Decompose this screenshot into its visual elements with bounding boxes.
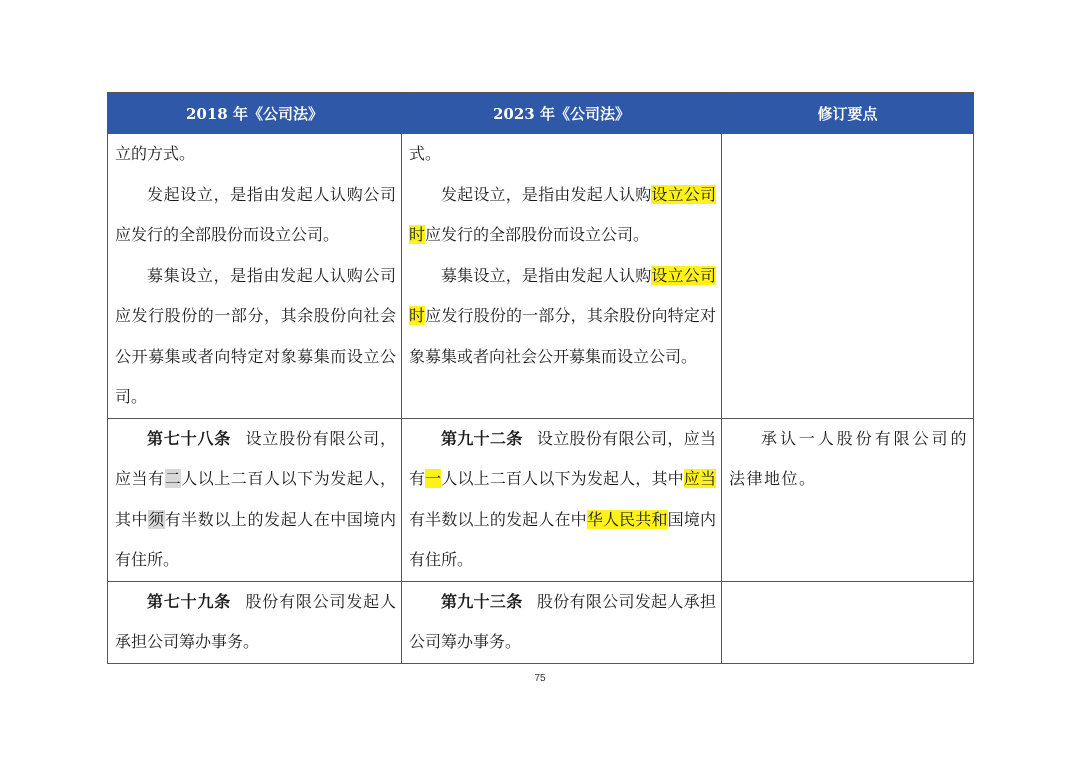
- deleted-text: 须: [148, 509, 165, 529]
- paragraph: 募集设立，是指由发起人认购公司应发行股份的一部分，其余股份向社会公开募集或者向特定对象募集而设立公司。: [115, 265, 396, 406]
- text-run: 应发行的全部股份而设立公司。: [425, 225, 650, 244]
- highlighted-change: 设立公司时: [409, 265, 716, 325]
- article-number: 第七十九条: [147, 591, 232, 611]
- article-number: 第七十八条: [147, 428, 232, 448]
- highlighted-change: 一: [425, 469, 442, 488]
- text-run: 募集设立，是指由发起人认购: [441, 265, 652, 285]
- text-run: 应发行股份的一部分，其余股份向特定对象募集或者向社会公开募集而设立公司。: [409, 306, 716, 366]
- highlighted-change: 应当: [683, 469, 716, 488]
- paragraph: 发起设立，是指由发起人认购公司应发行的全部股份而设立公司。: [115, 184, 396, 244]
- cell-2018-text: [108, 418, 402, 581]
- table-row: [108, 581, 974, 663]
- paragraph: [409, 419, 716, 581]
- cell-2023-text: [402, 134, 722, 419]
- text-run: 设立股份有限公司，应当有: [115, 428, 396, 488]
- revision-note-text: 承认一人股份有限公司的法律地位。: [729, 428, 968, 488]
- header-revision-points: 修订要点: [722, 93, 974, 134]
- cell-revision-note: [722, 418, 974, 581]
- article-number: 第九十三条: [441, 591, 523, 611]
- text-run: 发起设立，是指由发起人认购: [441, 184, 652, 204]
- cell-revision-note: [722, 581, 974, 663]
- text-run: 股份有限公司发起人承担公司筹办事务。: [409, 591, 716, 651]
- cell-revision-note: [722, 134, 974, 419]
- article-number: 第九十二条: [441, 428, 523, 448]
- deleted-text: 二: [164, 469, 182, 488]
- paragraph: [409, 256, 716, 378]
- page-number: 75: [534, 673, 546, 684]
- paragraph: [409, 175, 716, 256]
- text-run: 人以上二百人以下为发起人，其中: [441, 469, 684, 488]
- text-run: 有半数以上的发起人在中: [409, 509, 587, 529]
- cell-2023-text: [402, 581, 722, 663]
- cell-2023-text: [402, 418, 722, 581]
- paragraph: [115, 582, 396, 663]
- cell-2018-text: [108, 581, 402, 663]
- paragraph: [115, 419, 396, 581]
- table-header-row: [108, 93, 974, 134]
- table-row: [108, 134, 974, 419]
- text-run: 股份有限公司发起人承担公司筹办事务。: [115, 591, 396, 651]
- text-run: 人以上二百人以下为发起人，其中: [115, 469, 396, 529]
- paragraph: [409, 582, 716, 663]
- cell-2018-text: [108, 134, 402, 419]
- comparison-table: [107, 92, 974, 664]
- text-run: 设立股份有限公司，应当有: [409, 428, 716, 488]
- header-2023-law: 2023 年《公司法》: [402, 93, 722, 134]
- header-2018-law: 2018 年《公司法》: [108, 93, 402, 134]
- text-run: 有半数以上的发起人在中国境内有住所。: [115, 509, 396, 569]
- table-row: [108, 418, 974, 581]
- text-run: 国境内有住所。: [409, 509, 716, 569]
- paragraph: 式。: [409, 144, 442, 163]
- paragraph: 立的方式。: [115, 144, 196, 163]
- highlighted-change: 设立公司时: [409, 184, 716, 244]
- highlighted-change: 华人民共和: [586, 509, 668, 529]
